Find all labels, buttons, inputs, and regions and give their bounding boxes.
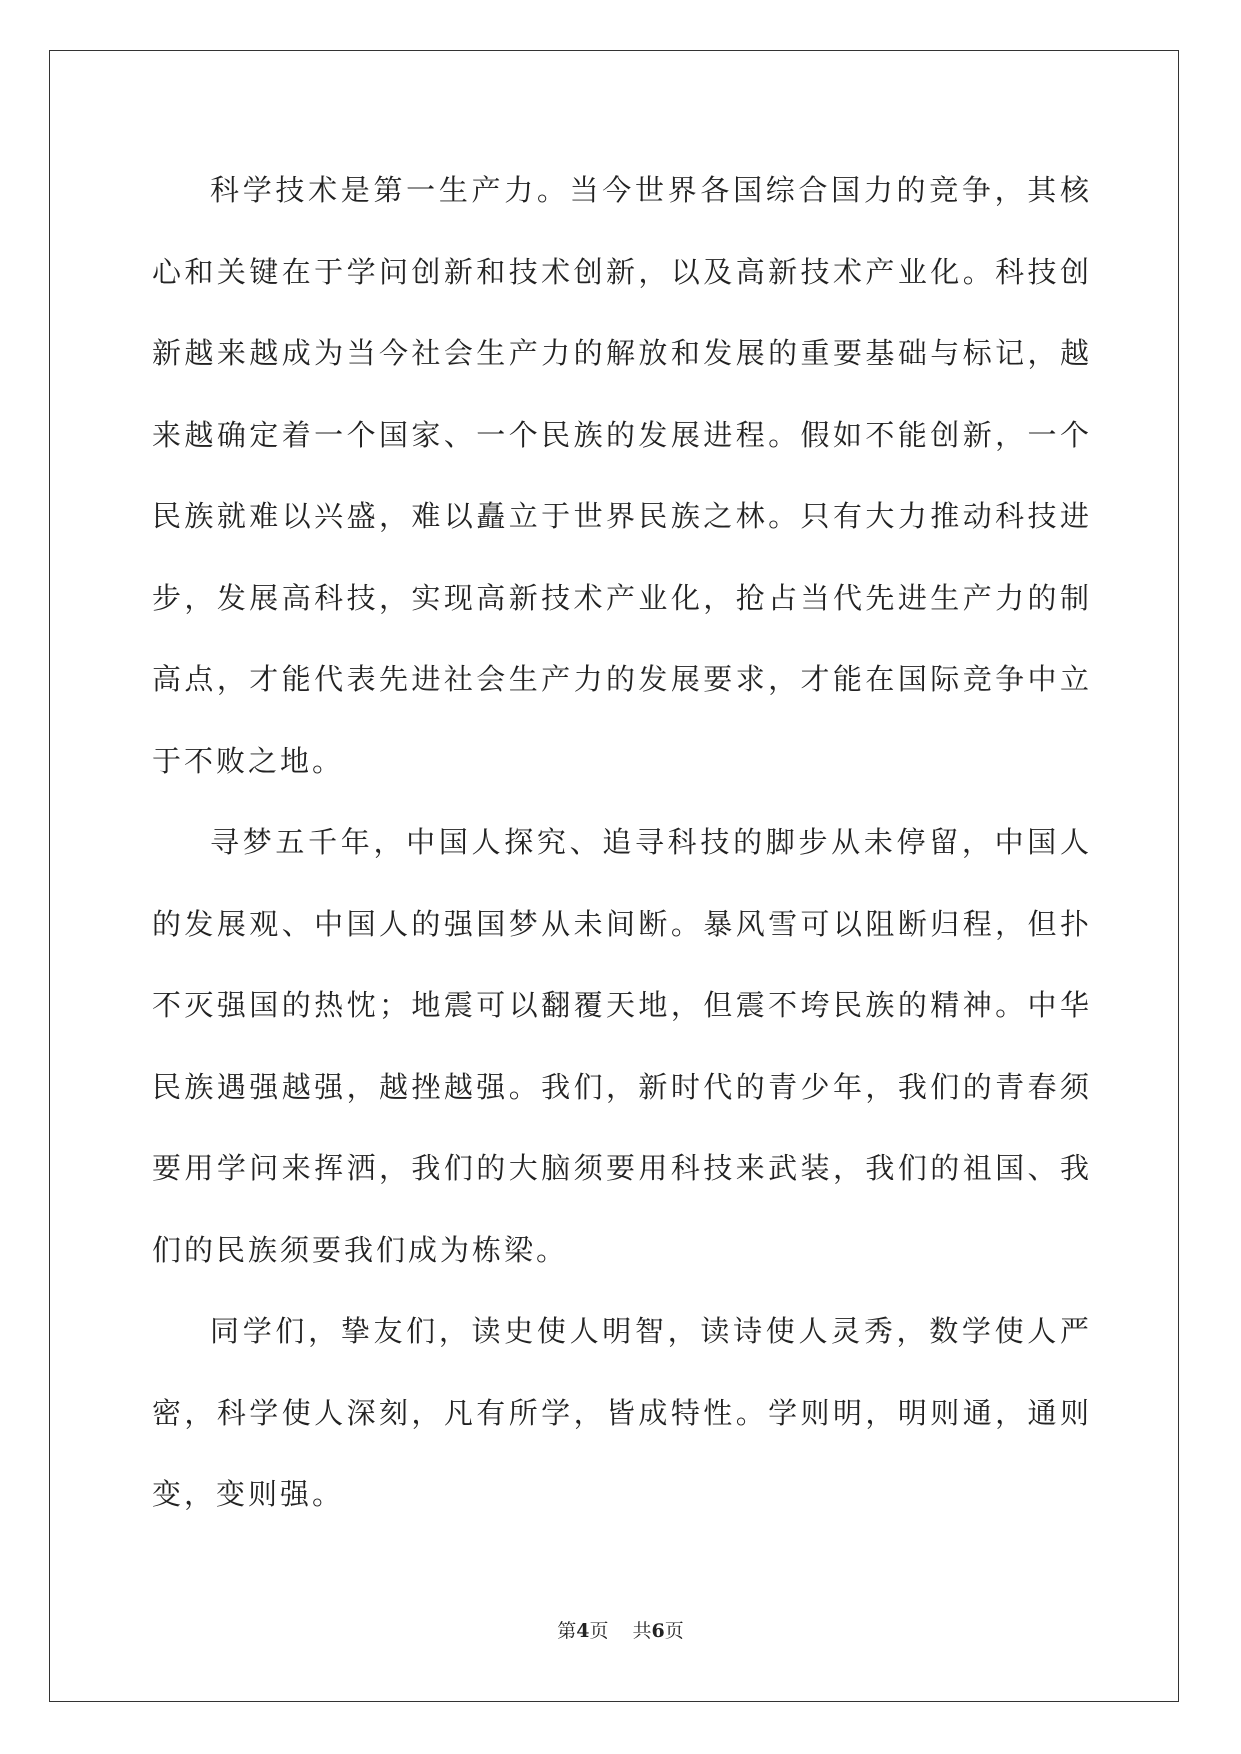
page-number: 4 <box>576 1620 590 1642</box>
paragraph-3: 同学们，挚友们，读史使人明智，读诗使人灵秀，数学使人严密，科学使人深刻，凡有所学，皆成特性。学则明，明则通，通则变，变则强。 <box>152 1314 1092 1511</box>
page-prefix: 第 <box>557 1620 577 1642</box>
document-body <box>152 150 1092 1536</box>
paragraph-2: 寻梦五千年，中国人探究、追寻科技的脚步从未停留，中国人的发展观、中国人的强国梦从未间断。暴风雪可以阻断归程，但扑不灭强国的热忱；地震可以翻覆天地，但震不垮民族的精神。中华民族遇强越强，越挫越强。我们，新时代的青少年，我们的青春须要用学问来挥洒，我们的大脑须要用科技来武装，我们的祖国、我们的民族须要我们成为栋梁。 <box>152 825 1092 1267</box>
total-suffix: 页 <box>664 1620 684 1642</box>
total-pages: 6 <box>651 1620 665 1642</box>
total-prefix: 共 <box>632 1620 652 1642</box>
page-suffix: 页 <box>589 1620 609 1642</box>
paragraph-1: 科学技术是第一生产力。当今世界各国综合国力的竞争，其核心和关键在于学问创新和技术创新，以及高新技术产业化。科技创新越来越成为当今社会生产力的解放和发展的重要基础与标记，越来越确定着一个国家、一个民族的发展进程。假如不能创新，一个民族就难以兴盛，难以矗立于世界民族之林。只有大力推动科技进步，发展高科技，实现高新技术产业化，抢占当代先进生产力的制高点，才能代表先进社会生产力的发展要求，才能在国际竞争中立于不败之地。 <box>152 173 1092 778</box>
page-footer <box>0 1616 1241 1643</box>
